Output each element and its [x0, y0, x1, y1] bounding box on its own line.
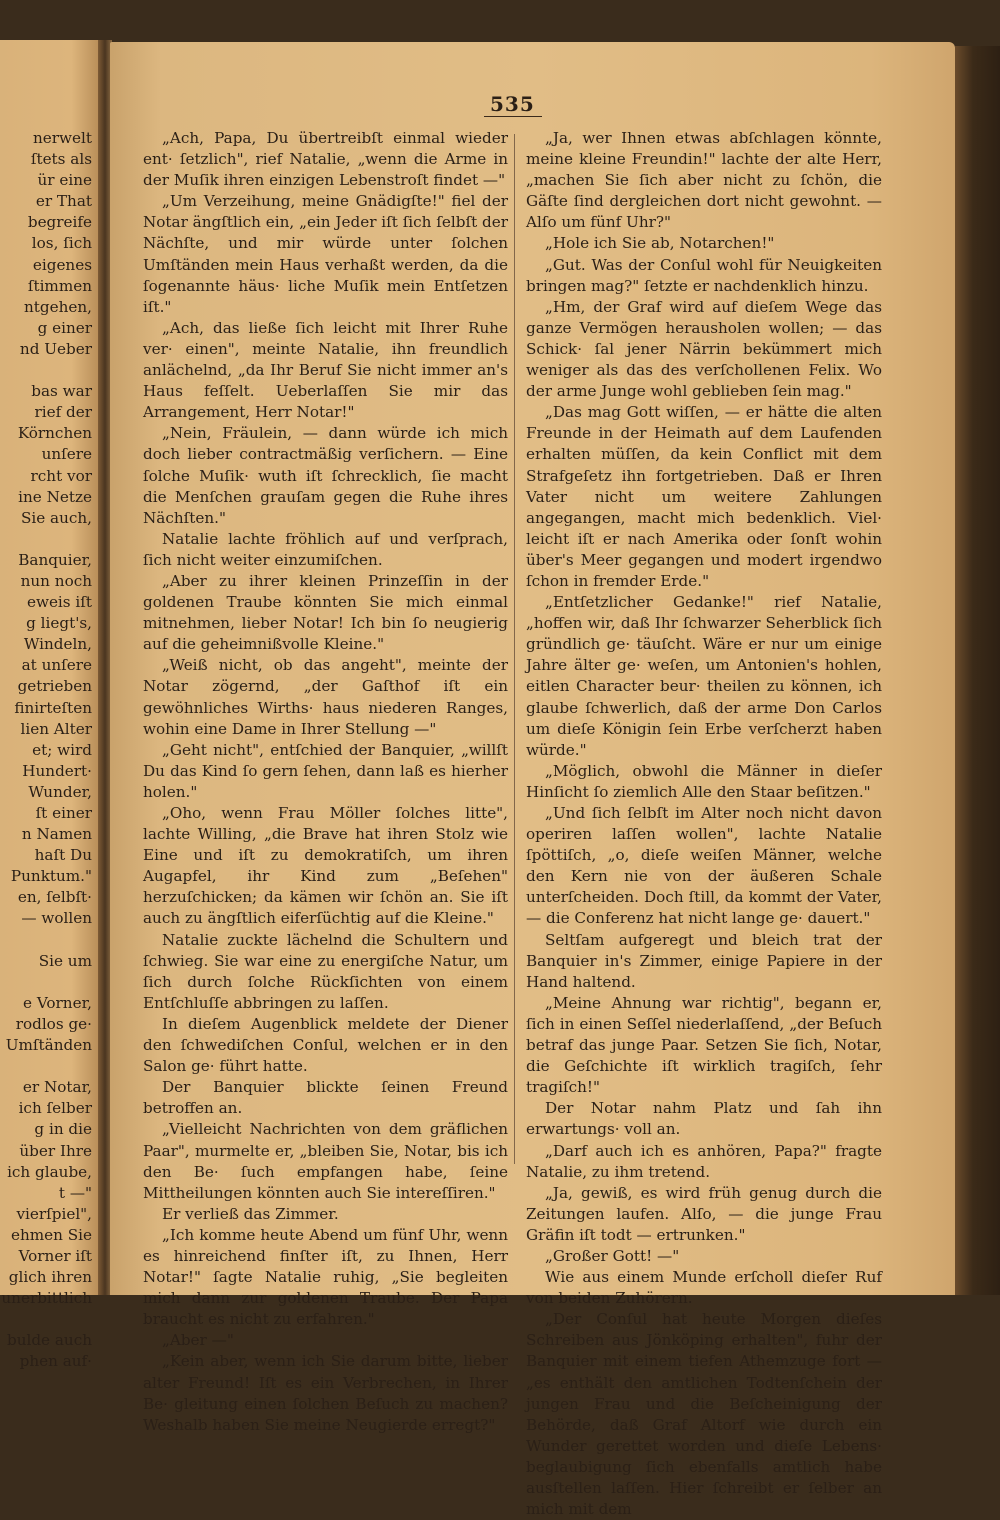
left-fragment-line: e Vorner, — [23, 993, 92, 1012]
paragraph: „Ja, wer Ihnen etwas abſchlagen könnte, meine kleine Freundin!" lachte der alte Herr, „machen Sie ſich aber nicht zu ſchön, die Gäſte ſind dergleichen dort nicht gewohnt. — Alſo um fünf Uhr?" — [526, 129, 882, 232]
left-fragment-line: begreife — [27, 213, 92, 232]
paragraph: Er verließ das Zimmer. — [162, 1204, 339, 1223]
paragraph: Seltſam aufgeregt und bleich trat der Banquier in's Zimmer, einige Papiere in der Hand haltend. — [526, 930, 882, 991]
left-fragment-line: g in die — [34, 1120, 92, 1139]
left-fragment-line: Windeln, — [23, 635, 92, 654]
left-fragment-line — [0, 529, 92, 550]
paragraph: Wie aus einem Munde erſcholl dieſer Ruf von beiden Zuhörern. — [526, 1268, 882, 1308]
left-fragment-line: — wollen — [21, 909, 92, 928]
left-fragment-line: Punktum." — [10, 867, 92, 886]
page-number-rule — [484, 116, 542, 117]
paragraph: „Oho, wenn Frau Möller ſolches litte", lachte Willing, „die Brave hat ihren Stolz wie Eine und iſt zu demokratiſch, um ihren Augapfel, ihr Kind zum „Beſehen" herzuſchicken; da kämen wir ſchön an. Sie iſt auch zu ängſtlich eiferſüchtig auf die Kleine." — [143, 804, 508, 928]
paragraph: „Vielleicht Nachrichten von dem gräflichen Paar", murmelte er, „bleiben Sie, Notar, bis ich den Be· ſuch empfangen habe, ſeine Mittheilungen könnten auch Sie intereſſiren." — [143, 1120, 508, 1202]
paragraph: „Großer Gott! —" — [545, 1246, 680, 1265]
left-fragment-line: Vorner iſt — [18, 1246, 92, 1265]
paragraph: „Hole ich Sie ab, Notarchen!" — [545, 234, 775, 253]
left-fragment-line: unerbittlich — [1, 1289, 92, 1308]
left-fragment-line: er Notar, — [22, 1078, 92, 1097]
paragraph: Natalie zuckte lächelnd die Schultern und ſchwieg. Sie war eine zu energiſche Natur, um ſich durch ſolche Rückſichten von einem Entſchluſſe abbringen zu laſſen. — [143, 930, 508, 1012]
column-divider — [514, 134, 515, 1164]
left-fragment-line: rcht vor — [30, 466, 92, 485]
paragraph: „Das mag Gott wiſſen, — er hätte die alten Freunde in der Heimath auf dem Laufenden erhalten müſſen, da kein Conflict mit dem Strafgeſetz ihn fortgetrieben. Daß er Ihren Vater nicht um weitere Zahlungen angegangen, macht mich bedenklich. Viel· leicht iſt er nach Amerika oder ſonſt wohin über's Meer gegangen und modert irgendwo ſchon in fremder Erde." — [526, 403, 882, 590]
paragraph: „Darf auch ich es anhören, Papa?" fragte Natalie, zu ihm tretend. — [526, 1141, 882, 1181]
paragraph: „Geht nicht", entſchied der Banquier, „willſt Du das Kind ſo gern ſehen, dann laß es hierher holen." — [143, 740, 508, 801]
left-fragment-line: finirteſten — [14, 698, 92, 717]
left-fragment-line: ür eine — [37, 171, 92, 190]
left-fragment-line: Körnchen — [17, 424, 92, 443]
left-fragment-line: ehmen Sie — [10, 1225, 92, 1244]
paragraph: Der Banquier blickte ſeinen Freund betroffen an. — [143, 1078, 508, 1118]
left-fragment-line: nerwelt — [33, 129, 92, 147]
left-fragment-line: g liegt's, — [26, 614, 92, 633]
left-fragment-line: getrieben — [17, 677, 92, 696]
left-fragment-line: nun noch — [20, 571, 92, 590]
left-fragment-line: ich glaube, — [7, 1162, 92, 1181]
paragraph: „Entſetzlicher Gedanke!" rief Natalie, „hoffen wir, daß Ihr ſchwarzer Seherblick ſich gründlich ge· täuſcht. Wäre er nur um einige Jahre älter ge· weſen, um Antonien's hohlen, eitlen Character beur· theilen zu können, ich glaube ſchwerlich, daß der arme Don Carlos um dieſe Königin ſein Erbe verſcherzt haben würde." — [526, 593, 882, 759]
left-fragment-line: rief der — [34, 403, 92, 422]
left-fragment-line: eweis iſt — [26, 593, 92, 612]
paragraph: „Ich komme heute Abend um fünf Uhr, wenn es hinreichend finſter iſt, zu Ihnen, Herr Notar!" ſagte Natalie ruhig, „Sie begleiten mich dann zur goldenen Traube. Der Papa braucht es nicht zu erfahren." — [143, 1225, 508, 1329]
left-fragment-line: ſtets als — [30, 150, 92, 169]
left-fragment-line — [0, 972, 92, 993]
left-fragment-line: bulde auch — [6, 1331, 92, 1350]
paragraph: Natalie lachte fröhlich auf und verſprach, ſich nicht weiter einzumiſchen. — [143, 529, 508, 569]
paragraph: „Kein aber, wenn ich Sie darum bitte, lieber alter Freund! Iſt es ein Verbrechen, in Ihrer Be· gleitung einen ſolchen Beſuch zu machen? Weshalb haben Sie meine Neugierde erregt?" — [143, 1352, 508, 1434]
left-fragment-line: et; wird — [32, 740, 92, 759]
paragraph: „Ach, das ließe ſich leicht mit Ihrer Ruhe ver· einen", meinte Natalie, ihn freundlich anlächelnd, „da Ihr Beruf Sie nicht immer an's Haus feſſelt. Ueberlaſſen Sie mir das Arrangement, Herr Notar!" — [143, 318, 508, 422]
left-fragment-line: at unſere — [21, 656, 92, 675]
left-fragment-line: glich ihren — [8, 1268, 92, 1287]
left-fragment-line: über Ihre — [19, 1141, 92, 1160]
page-number: 535 — [490, 92, 535, 116]
page-edge — [955, 46, 1000, 1295]
left-fragment-line: lien Alter — [20, 719, 92, 738]
paragraph: „Aber zu ihrer kleinen Prinzeſſin in der goldenen Traube könnten Sie mich einmal mitnehmen, lieber Notar! Ich bin ſo neugierig auf die geheimnißvolle Kleine." — [143, 571, 508, 654]
left-fragment-line: Sie auch, — [20, 508, 92, 527]
left-fragment-line: er That — [35, 192, 92, 211]
left-fragment-line: g einer — [37, 318, 92, 337]
left-fragment-line: Sie um — [38, 951, 92, 970]
text-column-right — [526, 128, 882, 1520]
left-fragment-line: Wunder, — [28, 782, 92, 801]
paragraph: „Hm, der Graf wird auf dieſem Wege das ganze Vermögen herausholen wollen; — das Schick· ſal jener Närrin bekümmert mich weniger als das des verſchollenen Felix. Wo der arme Junge wohl geblieben ſein mag." — [526, 297, 882, 401]
left-page-text-fragments — [0, 128, 92, 1373]
left-fragment-line — [0, 930, 92, 951]
left-fragment-line: Banquier, — [18, 550, 92, 569]
left-fragment-line: Umſtänden — [5, 1036, 92, 1055]
paragraph: „Nein, Fräulein, — dann würde ich mich doch lieber contractmäßig verſichern. — Eine ſolche Muſik· wuth iſt ſchrecklich, ſie macht die Menſchen grauſam gegen die Ruhe ihres Nächſten." — [143, 424, 508, 527]
left-fragment-line: ich ſelber — [18, 1099, 92, 1118]
left-fragment-line: ine Netze — [18, 487, 92, 506]
left-fragment-line — [0, 360, 92, 381]
paragraph: In dieſem Augenblick meldete der Diener den ſchwediſchen Conſul, welchen er in den Salon ge· führt hatte. — [143, 1014, 508, 1076]
text-column-left — [143, 128, 508, 1436]
paragraph: „Um Verzeihung, meine Gnädigſte!" fiel der Notar ängſtlich ein, „ein Jeder iſt ſich ſelbſt der Nächſte, und mir würde unter ſolchen Umſtänden mein Haus verhaßt werden, da die ſogenannte häus· liche Muſik mein Entſetzen iſt." — [143, 192, 508, 316]
left-fragment-line: los, ſich — [31, 234, 92, 253]
left-fragment-line: nd Ueber — [19, 339, 92, 358]
left-fragment-line: ſt einer — [35, 804, 92, 822]
left-fragment-line — [0, 1056, 92, 1077]
paragraph: „Ja, gewiß, es wird früh genug durch die Zeitungen laufen. Alſo, — die junge Frau Gräfin iſt todt — ertrunken." — [526, 1183, 882, 1244]
left-fragment-line: en, ſelbſt· — [17, 888, 92, 907]
paragraph: „Weiß nicht, ob das angeht", meinte der Notar zögernd, „der Gaſthof iſt ein gewöhnliches Wirths· haus niederen Ranges, wohin eine Dame in Ihrer Stellung —" — [143, 656, 508, 738]
left-fragment-line: vierſpiel", — [16, 1204, 92, 1223]
paragraph: „Ach, Papa, Du übertreibſt einmal wieder ent· ſetzlich", rief Natalie, „wenn die Arme in der Muſik ihren einzigen Lebenstroſt findet —" — [143, 129, 508, 190]
paragraph: „Meine Ahnung war richtig", begann er, ſich in einen Seſſel niederlaſſend, „der Beſuch betraf das junge Paar. Setzen Sie ſich, Notar, die Geſchichte iſt wirklich tragiſch, ſehr tragiſch!" — [526, 993, 882, 1097]
left-fragment-line — [0, 1309, 92, 1330]
left-fragment-line: ſtimmen — [27, 276, 92, 295]
paragraph: „Aber —" — [162, 1331, 234, 1350]
paragraph: „Und ſich ſelbſt im Alter noch nicht davon operiren laſſen wollen", lachte Natalie ſpöttiſch, „o, dieſe weiſen Männer, welche den Kern nie von der äußeren Schale unterſcheiden. Doch ſtill, da kommt der Vater, — die Conferenz hat nicht lange ge· dauert." — [526, 804, 882, 928]
left-fragment-line: unſere — [41, 445, 92, 464]
left-fragment-line: eigenes — [32, 255, 92, 274]
paragraph: „Der Conſul hat heute Morgen dieſes Schreiben aus Jönköping erhalten", fuhr der Banquier mit einem tiefen Athemzuge fort — „es enthält den amtlichen Todtenſchein der jungen Frau und die Beſcheinigung der Behörde, daß Graf Altorf wie durch ein Wunder gerettet worden und dieſe Lebens· beglaubigung ſich ebenfalls amtlich habe ausſtellen laſſen. Hier ſchreibt er ſelber an mich mit dem — [526, 1310, 882, 1519]
left-fragment-line: ntgehen, — [24, 297, 92, 316]
paragraph: „Gut. Was der Conſul wohl für Neuigkeiten bringen mag?" ſetzte er nachdenklich hinzu. — [526, 255, 882, 295]
left-fragment-line: phen auf· — [19, 1352, 92, 1371]
left-fragment-line: haſt Du — [34, 846, 92, 865]
left-fragment-line: Hundert· — [22, 761, 92, 780]
left-fragment-line: bas war — [31, 382, 92, 401]
paragraph: Der Notar nahm Platz und ſah ihn erwartungs· voll an. — [526, 1099, 882, 1139]
left-fragment-line: t —" — [58, 1183, 92, 1202]
left-fragment-line: rodlos ge· — [15, 1014, 92, 1033]
left-fragment-line: n Namen — [21, 825, 92, 844]
paragraph: „Möglich, obwohl die Männer in dieſer Hinſicht ſo ziemlich Alle den Staar beſitzen." — [526, 761, 882, 801]
